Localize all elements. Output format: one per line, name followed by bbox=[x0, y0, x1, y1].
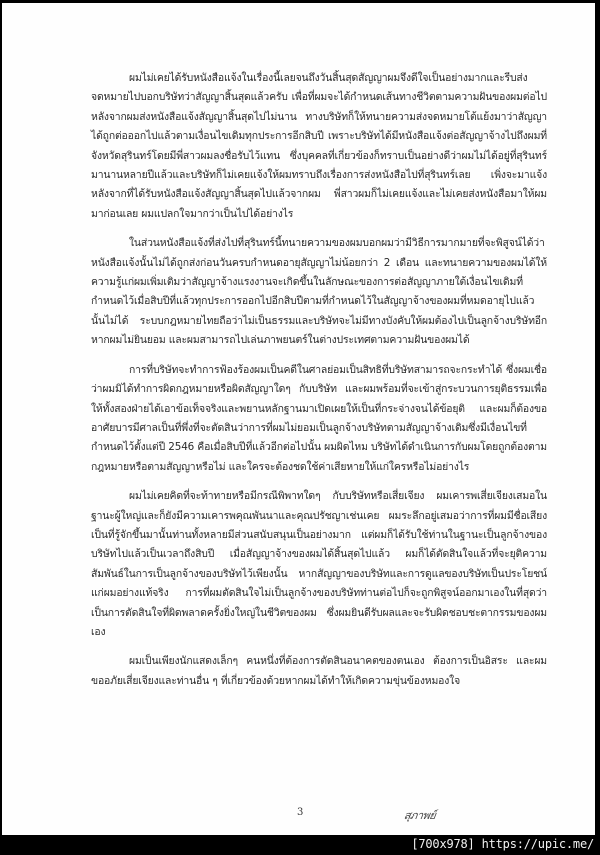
paragraph-apology: ผมเป็นเพียงนักแสดงเล็กๆ คนหนึ่งที่ต้องการตัดสินอนาคตของตนเอง ต้องการเป็นอิสระ และผมขออภัยเสี่ยเจียงและท่านอื่น ๆ ที่เกี่ยวข้องด้วยหากผมได้ทำให้เกิดความขุ่นข้องหมองใจ bbox=[91, 655, 547, 687]
handwritten-signature: สุภาพย์ bbox=[403, 809, 437, 822]
image-host-watermark: [700x978] https://upic.me/ bbox=[411, 837, 594, 851]
document-body bbox=[91, 69, 547, 701]
paragraph-lawsuit: การที่บริษัทจะทำการฟ้องร้องผมเป็นคดีในศาลย่อมเป็นสิทธิที่บริษัทสามารถจะกระทำได้ ซึ่งผมเชื่อว่าผมมิได้ทำการผิดกฎหมายหรือผิดสัญญาใดๆ กับบริษัท และผมพร้อมที่จะเข้าสู่กระบวนการยุติธรรมเพื่อให้ทั้งสองฝ่ายได้เอาข้อเท็จจริงและพยานหลักฐานมาเปิดเผยให้เป็นที่กระจ่างจนได้ข้อยุติ และผมก็ต้องขออาศัยบารมีศาลเป็นที่พึ่งที่จะตัดสินว่าการที่ผมไม่ยอมเป็นลูกจ้างบริษัทตามสัญญาจ้างเดิมซึ่งมีเงื่อนไขที่กำหนดไว้ตั้งแต่ปี 2546 คือเมื่อสิบปีที่แล้วอีกต่อไปนั้น ผมผิดไหม บริษัทได้ดำเนินการกับผมโดยถูกต้องตามกฎหมายหรือตามสัญญาหรือไม่ และใครจะต้องชดใช้ค่าเสียหายให้แก่ใครหรือไม่อย่างไร bbox=[91, 363, 547, 473]
paragraph-respect: ผมไม่เคยคิดที่จะท้าทายหรือมีกรณีพิพาทใดๆ กับบริษัทหรือเสี่ยเจียง ผมเคารพเสี่ยเจียงเสมอในฐานะผู้ใหญ่และก็ยังมีความเคารพคุณพันนาและคุณปรัชญาเช่นเคย ผมระลึกอยู่เสมอว่าการที่ผมมีชื่อเสียงเป็นที่รู้จักขึ้นมานั้นท่านทั้งหลายมีส่วนสนับสนุนเป็นอย่างมาก แต่ผมก็ได้รับใช้ท่านในฐานะเป็นลูกจ้างของบริษัทไปแล้วเป็นเวลาถึงสิบปี เมื่อสัญญาจ้างของผมได้สิ้นสุดไปแล้ว ผมก็ได้ตัดสินใจแล้วที่จะยุติความสัมพันธ์ในการเป็นลูกจ้างของบริษัทไว้เพียงนั้น หากสัญญาของบริษัทและการดูแลของบริษัทเป็นประโยชน์แก่ผมอย่างแท้จริง การที่ผมตัดสินใจไม่เป็นลูกจ้างของบริษัทท่านต่อไปก็จะถูกพิสูจน์ออกมาเองในที่สุดว่าเป็นการตัดสินใจที่ผิดพลาดครั้งยิ่งใหญ่ในชีวิตของผม ซึ่งผมยินดีรับผลและจะรับผิดชอบชะตากรรมของผมเอง bbox=[91, 490, 547, 638]
page-number: 3 bbox=[297, 807, 304, 818]
document-page bbox=[2, 3, 595, 835]
paragraph-contract-notice: ผมไม่เคยได้รับหนังสือแจ้งในเรื่องนี้เลยจนถึงวันสิ้นสุดสัญญาผมจึงดีใจเป็นอย่างมากและรีบส่งจดหมายไปบอกบริษัทว่าสัญญาสิ้นสุดแล้วครับ เพื่อที่ผมจะได้กำหนดเส้นทางชีวิตตามความฝันของผมต่อไป หลังจากผมส่งหนังสือแจ้งสัญญาสิ้นสุดไปไม่นาน ทางบริษัทก็ให้ทนายความส่งจดหมายโต้แย้งมาว่าสัญญาได้ถูกต่อออกไปแล้วตามเงื่อนไขเดิมทุกประการอีกสิบปี เพราะบริษัทได้มีหนังสือแจ้งต่อสัญญาจ้างไปถึงผมที่จังหวัดสุรินทร์โดยมีพี่สาวผมลงชื่อรับไว้แทน ซึ่งบุคคลที่เกี่ยวข้องก็ทราบเป็นอย่างดีว่าผมไม่ได้อยู่ที่สุรินทร์มานานหลายปีแล้วและบริษัทก็ไม่เคยแจ้งให้ผมทราบถึงเรื่องการส่งหนังสือไปที่สุรินทร์เลย เพิ่งจะมาแจ้งหลังจากที่ได้รับหนังสือแจ้งสัญญาสิ้นสุดไปแล้วจากผม พี่สาวผมก็ไม่เคยแจ้งและไม่เคยส่งหนังสือมาให้ผมมาก่อนเลย ผมแปลกใจมากว่าเป็นไปได้อย่างไร bbox=[91, 72, 547, 220]
paragraph-lawyer-advice: ในส่วนหนังสือแจ้งที่ส่งไปที่สุรินทร์นี้ทนายความของผมบอกผมว่ามีวิธีการมากมายที่จะพิสูจน์ได้ว่าหนังสือแจ้งนั้นไม่ได้ถูกส่งก่อนวันครบกำหนดอายุสัญญาไม่น้อยกว่า 2 เดือน และทนายความของผมได้ให้ความรู้แก่ผมเพิ่มเติมว่าสัญญาจ้างแรงงานจะเกิดขึ้นในลักษณะของการต่อสัญญาภายใต้เงื่อนไขเดิมที่กำหนดไว้เมื่อสิบปีที่แล้วทุกประการออกไปอีกสิบปีตามที่กำหนดไว้ในสัญญาจ้างของผมที่หมดอายุไปแล้วนั้นไม่ได้ ระบบกฎหมายไทยถือว่าไม่เป็นธรรมและบริษัทจะไม่มีทางบังคับให้ผมต้องไปเป็นลูกจ้างบริษัทอีกหากผมไม่ยินยอม และผมสามารถไปเล่นภาพยนตร์ในต่างประเทศตามความฝันของผมได้ bbox=[91, 237, 547, 347]
